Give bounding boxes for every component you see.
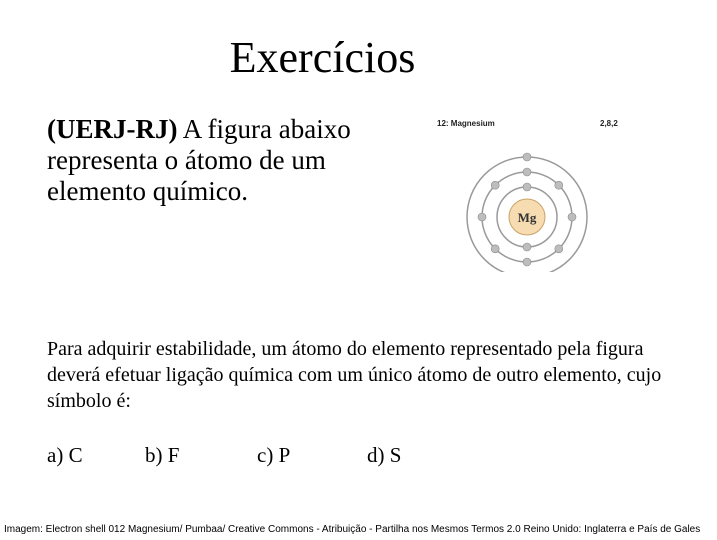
exam-source: (UERJ-RJ) xyxy=(47,114,178,144)
question-intro xyxy=(47,114,392,207)
figure-configuration: 2,8,2 xyxy=(600,119,618,128)
bohr-diagram xyxy=(430,112,630,272)
electron xyxy=(523,153,531,161)
electron xyxy=(523,258,531,266)
electron xyxy=(568,213,576,221)
electron xyxy=(523,168,531,176)
electron xyxy=(523,183,531,191)
intro-text: A figura abaixo representa o átomo de um elemento químico. xyxy=(47,114,351,206)
nucleus-label: Mg xyxy=(517,210,537,225)
option-c[interactable]: c) P xyxy=(257,443,291,467)
electron xyxy=(491,181,499,189)
electron xyxy=(478,213,486,221)
figure-title: 12: Magnesium xyxy=(437,119,495,128)
electron xyxy=(523,243,531,251)
option-b[interactable]: b) F xyxy=(145,443,180,467)
atom-figure xyxy=(430,112,630,272)
option-a[interactable]: a) C xyxy=(47,443,83,467)
electron xyxy=(491,245,499,253)
image-credit: Imagem: Electron shell 012 Magnesium/ Pumbaa/ Creative Commons - Atribuição - Partilha nos Mesmos Termos 2.0 Reino Unido: Inglaterra e País de Gales xyxy=(4,524,701,535)
electron xyxy=(555,245,563,253)
option-d[interactable]: d) S xyxy=(367,443,402,467)
electron xyxy=(555,181,563,189)
question-text: Para adquirir estabilidade, um átomo do elemento representado pela figura deverá efetuar ligação química com um único átomo de outro elemento, cujo símbolo é: xyxy=(47,338,662,412)
slide-title: Exercícios xyxy=(229,33,416,82)
